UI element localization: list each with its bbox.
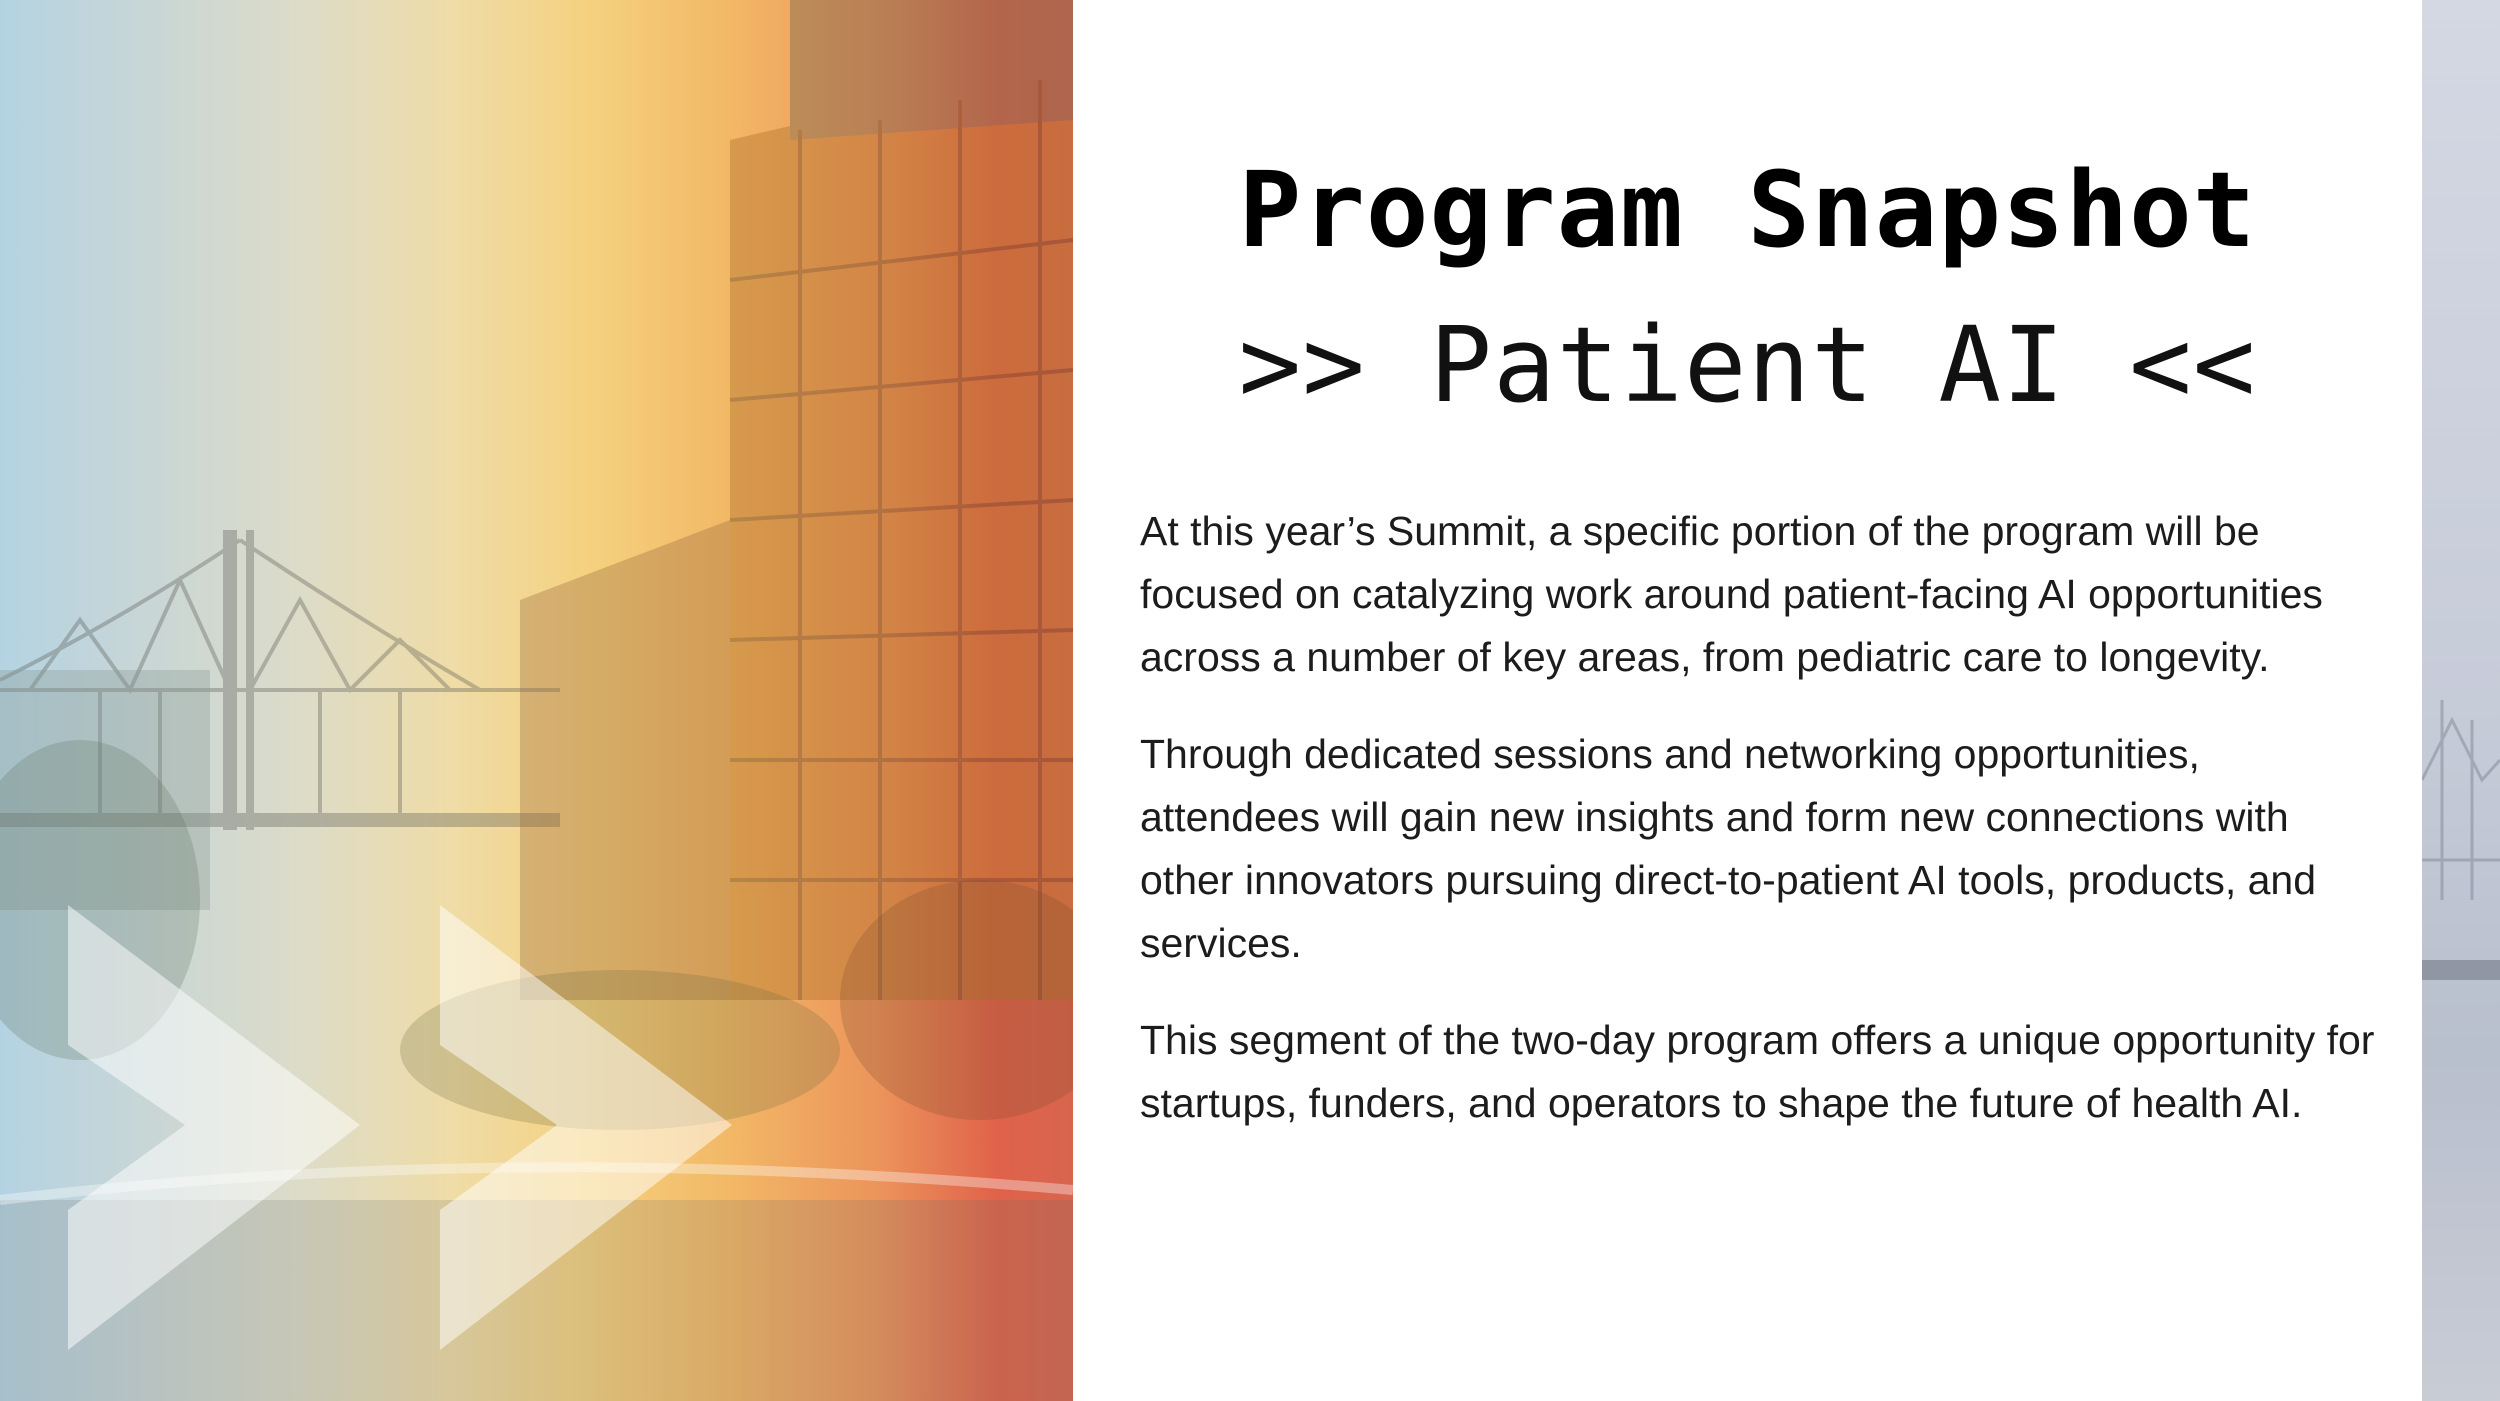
hero-photo — [0, 0, 1073, 1401]
content-panel — [1073, 0, 2422, 1401]
slide-title: Program Snapshot — [1238, 149, 2257, 271]
edge-bridge-shape — [2422, 0, 2500, 1401]
slide-subtitle: >> Patient AI << — [1238, 304, 2257, 426]
body-text — [1140, 500, 2380, 1169]
paragraph-2: Through dedicated sessions and networking opportunities, attendees will gain new insights and form new connections with other innovators pursuing direct-to-patient AI tools, products, and services. — [1140, 731, 2317, 966]
paragraph-1: At this year’s Summit, a specific portion of the program will be focused on catalyzing work around patient-facing AI opportunities across a number of key areas, from pediatric care to longevity. — [1140, 508, 2323, 680]
glass-building-shape — [730, 0, 1073, 1000]
building-photo-illustration — [0, 0, 1073, 1401]
paragraph-3: This segment of the two-day program offers a unique opportunity for startups, funders, and operators to shape the future of health AI. — [1140, 1017, 2375, 1126]
edge-photo-strip — [2422, 0, 2500, 1401]
lower-wing-shape — [520, 520, 730, 1000]
